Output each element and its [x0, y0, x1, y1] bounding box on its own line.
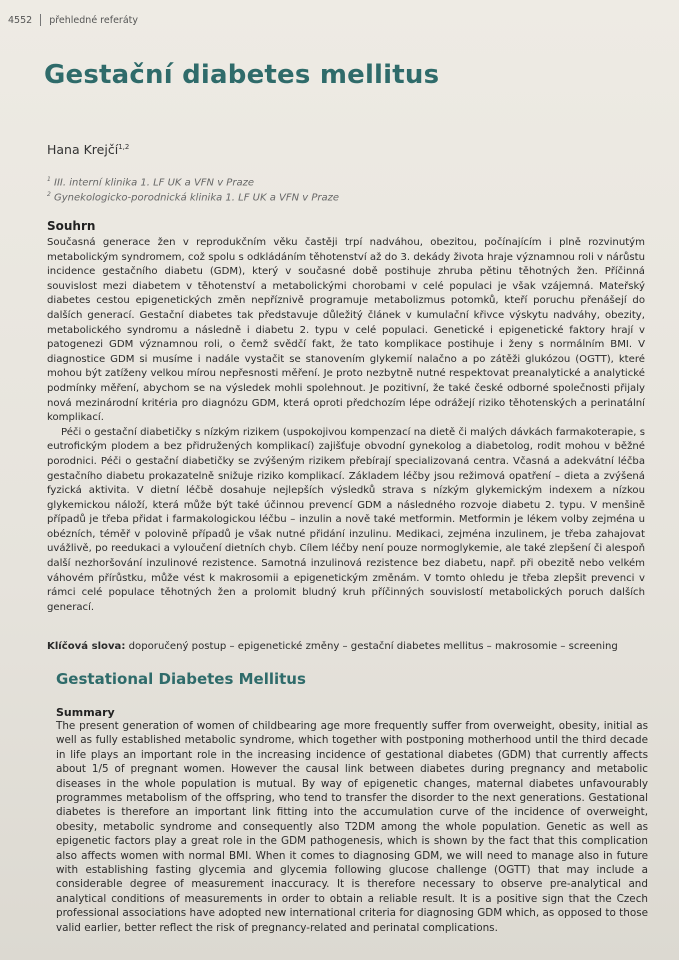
- author-name: Hana Krejčí: [47, 142, 119, 157]
- affiliation-text: III. interní klinika 1. LF UK a VFN v Praze: [54, 177, 254, 189]
- keywords-label: Klíčová slova:: [47, 641, 126, 652]
- affiliation-2: [47, 191, 339, 203]
- souhrn-paragraph-2: Péči o gestační diabetičky s nízkým rizikem (uspokojivou kompenzací na dietě či malých dávkách farmakoterapie, s eutrofickým plodem a bez přidružených komplikací) zajišťuje obvodní gynekolog a diabetolog, rodit mohou v běžné porodnici. Péči o gestační diabetičky se zvýšeným rizikem přebírají specializovaná centra. Včasná a adekvátní léčba gestačního diabetu prokazatelně snižuje riziko komplikací. Základem léčby jsou režimová opatření – dieta a zvýšená fyzická aktivita. V dietní léčbě dosahuje nejlepších výsledků strava s nízkým glykemickým indexem a nízkou glykemickou náloží, která může být také účinnou prevencí GDM a následného rozvoje diabetu 2. typu. V menšině případů je třeba přidat i farmakologickou léčbu – inzulin a nově také metformin. Metformin je lékem volby zejména u obézních, téměř v polovině případů je však nutné přidání inzulinu. Medikaci, zejména inzulinem, je třeba zahajovat uvážlivě, po reedukaci a vyloučení dietních chyb. Cílem léčby není pouze normoglykemie, ale také zlepšení či alespoň další nezhoršování inzulinové rezistence. Samotná inzulinová rezistence bez diabetu, např. při obezitě nebo velkém váhovém přírůstku, může vést k makrosomii a epigenetickým změnám. V tomto ohledu je třeba zlepšit prevenci v rámci celé populace těhotných žen a prolomit bludný kruh příčinných souvislostí metabolických poruch dalších generací.: [47, 426, 645, 613]
- souhrn-paragraph-1: Současná generace žen v reprodukčním věku častěji trpí nadváhou, obezitou, počínajícím i plně rozvinutým metabolickým syndromem, což spolu s odkládáním těhotenství až do 3. dekády života hraje významnou roli v nárůstu incidence gestačního diabetu (GDM), který v současné době postihuje zhruba pětinu těhotných žen. Příčinná souvislost mezi diabetem v těhotenství a metabolickými chorobami v celé populaci je však vzájemná. Mateřský diabetes cestou epigenetických změn nepříznivě programuje metabolizmus potomků, kteří poruchu přenášejí do dalších generací. Gestační diabetes tak představuje důležitý článek v kumulační křivce výskytu nadváhy, obezity, metabolického syndromu a následně i diabetu 2. typu v celé populaci. Genetické i epigenetické faktory hrají v patogenezi GDM významnou roli, o čemž svědčí fakt, že tato komplikace postihuje i ženy s normálním BMI. V diagnostice GDM si musíme i nadále vystačit se stanovením glykemií nalačno a po zátěži glukózou (OGTT), které mohou být zatíženy velkou mírou nepřesnosti měření. Je proto nezbytně nutné respektovat preanalytické a analytické podmínky měření, abychom se na výsledek mohli spolehnout. Je pozitivní, že také české odborné společnosti přijaly nová mezinárodní kritéria pro diagnózu GDM, která oproti předchozím lépe odrážejí riziko těhotenských a perinatální komplikací.: [47, 237, 645, 424]
- page-number: 4552: [8, 14, 33, 26]
- souhrn-body: [47, 236, 645, 615]
- summary-body: The present generation of women of childbearing age more frequently suffer from overweight, obesity, initial as well as fully established metabolic syndrome, which together with postponing motherhood until the third decade in life plays an important role in the increasing incidence of gestational diabetes (GDM) that currently affects about 1/5 of pregnant women. However the causal link between diabetes during pregnancy and metabolic diseases in the whole population is mutual. By way of epigenetic changes, maternal diabetes unfavourably programmes metabolism of the offspring, who tend to transfer the disorder to the next generations. Gestational diabetes is therefore an important link fitting into the accumulation curve of the incidence of overweight, obesity, metabolic syndrome and consequently also T2DM among the whole population. Genetic as well as epigenetic factors play a great role in the GDM pathogenesis, which is shown by the fact that this complication also affects women with normal BMI. When it comes to diagnosing GDM, we will need to manage also in future with establishing fasting glycemia and glycemia following glucose challenge (OGTT) that may include a considerable degree of measurement inaccuracy. It is therefore necessary to observe pre-analytical and analytical conditions of measurements in order to obtain a reliable result. It is a positive sign that the Czech professional associations have adopted new international criteria for diagnosing GDM which, as opposed to those valid earlier, better reflect the risk of pregnancy-related and perinatal complications.: [56, 720, 648, 934]
- running-head: [8, 14, 138, 26]
- article-title: Gestační diabetes mellitus: [44, 60, 440, 90]
- running-head-divider: [40, 14, 41, 26]
- affiliation-num: 1: [47, 176, 51, 183]
- affiliation-1: [47, 176, 254, 188]
- author-superscript: 1,2: [118, 142, 130, 151]
- author-line: [47, 142, 129, 157]
- summary-heading: Summary: [56, 706, 115, 719]
- affiliation-num: 2: [47, 191, 51, 198]
- affiliation-text: Gynekologicko-porodnická klinika 1. LF UK a VFN v Praze: [54, 192, 340, 204]
- keywords: [47, 641, 657, 652]
- section-name: přehledné referáty: [49, 14, 138, 26]
- souhrn-heading: Souhrn: [47, 219, 96, 233]
- english-title: Gestational Diabetes Mellitus: [56, 670, 306, 688]
- keywords-text: doporučený postup – epigenetické změny – gestační diabetes mellitus – makrosomie – screening: [128, 641, 618, 652]
